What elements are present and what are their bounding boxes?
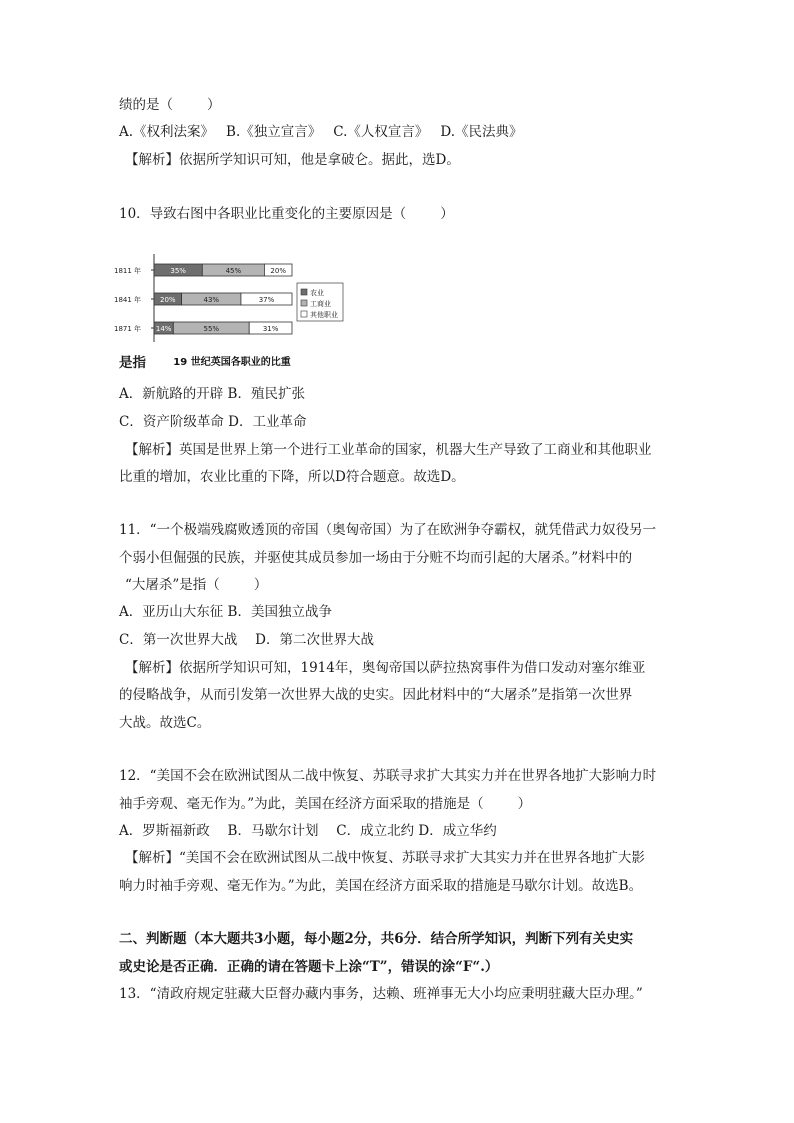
chart-title: 19 世纪英国各职业的比重	[173, 357, 291, 368]
q13-stem: 13．“清政府规定驻藏大臣督办藏内事务，达赖、班禅事无大小均应秉明驻藏大臣办理。”	[119, 986, 643, 1002]
q11-options-1: A．亚历山大东征 B．美国独立战争	[119, 604, 332, 620]
chart-category-label: 1841 年	[114, 296, 142, 304]
q9-option-d: D.《民法典》	[440, 124, 523, 140]
q12-stem-1: 12．“美国不会在欧洲试图从二战中恢复、苏联寻求扩大其实力并在世界各地扩大影响力时	[119, 768, 657, 784]
chart-data-label: 55%	[203, 325, 220, 333]
q10-stem: 10．导致右图中各职业比重变化的主要原因是（ ）	[119, 206, 454, 222]
chart-data-label: 14%	[155, 325, 172, 333]
q11-stem-2: 个弱小但倔强的民族，并驱使其成员参加一场由于分赃不均而引起的大屠杀。”材料中的	[119, 550, 633, 566]
chart-category-label: 1811 年	[114, 267, 142, 275]
q11-analysis-3: 大战。故选C。	[119, 715, 211, 731]
q9-option-a: A.《权利法案》	[119, 124, 215, 140]
q12-analysis-2: 响力时袖手旁观、毫无作为。”为此，美国在经济方面采取的措施是马歇尔计划。故选B。	[119, 878, 643, 894]
q10-analysis-1: 【解析】英国是世界上第一个进行工业革命的国家，机器大生产导致了工商业和其他职业	[125, 442, 652, 458]
q12-analysis-1: 【解析】“美国不会在欧洲试图从二战中恢复、苏联寻求扩大其实力并在世界各地扩大影	[125, 850, 645, 866]
chart-data-label: 43%	[203, 296, 220, 304]
chart-legend-label: 其他职业	[310, 311, 338, 319]
q12-options: A．罗斯福新政 B．马歇尔计划 C．成立北约 D．成立华约	[119, 823, 497, 839]
q9-option-b: B.《独立宣言》	[226, 124, 322, 140]
q12-stem-2: 袖手旁观、毫无作为。”为此，美国在经济方面采取的措施是（ ）	[119, 796, 532, 812]
q9-analysis: 【解析】依据所学知识可知，他是拿破仑。据此，选D。	[125, 152, 460, 168]
section-2-title-1: 二、判断题（本大题共3小题，每小题2分，共6分．结合所学知识，判断下列有关史实	[119, 931, 634, 947]
chart-svg	[114, 248, 346, 370]
q10-options-2: C．资产阶级革命 D．工业革命	[119, 414, 307, 430]
chart-category-label: 1871 年	[114, 325, 142, 333]
q11-stem-1: 11．“一个极端残腐败透顶的帝国（奥匈帝国）为了在欧洲争夺霸权，就凭借武力奴役另一	[119, 522, 657, 538]
q9-option-c: C.《人权宣言》	[333, 124, 429, 140]
chart-data-label: 37%	[258, 296, 275, 304]
chart-data-label: 35%	[170, 267, 186, 275]
chart-data-label: 20%	[160, 296, 176, 304]
chart-legend-swatch	[301, 300, 307, 306]
q10-analysis-2: 比重的增加，农业比重的下降，所以D符合题意。故选D。	[119, 469, 465, 485]
q11-analysis-1: 【解析】依据所学知识可知，1914年，奥匈帝国以萨拉热窝事件为借口发动对塞尔维亚	[125, 660, 646, 676]
q9-stem-end: 绩的是（ ）	[119, 97, 221, 113]
chart-data-label: 45%	[225, 267, 242, 275]
chart-data-label: 31%	[262, 325, 279, 333]
q10-note: 是指	[119, 355, 146, 371]
section-2-title-2: 或史论是否正确．正确的请在答题卡上涂“T”，错误的涂“F“.）	[119, 959, 499, 975]
chart-legend-swatch	[301, 289, 307, 295]
q10-options-1: A．新航路的开辟 B．殖民扩张	[119, 386, 305, 402]
chart-legend-swatch	[301, 311, 307, 317]
chart-legend-label: 工商业	[310, 300, 331, 308]
chart-data-label: 20%	[270, 267, 286, 275]
q11-analysis-2: 的侵略战争，从而引发第一次世界大战的史实。因此材料中的“大屠杀”是指第一次世界	[119, 687, 633, 703]
occupation-share-chart	[114, 248, 346, 370]
q11-stem-3: “大屠杀”是指（ ）	[125, 577, 268, 593]
q11-options-2: C．第一次世界大战 D．第二次世界大战	[119, 632, 374, 648]
q9-options	[119, 123, 523, 141]
chart-legend-label: 农业	[310, 289, 324, 297]
